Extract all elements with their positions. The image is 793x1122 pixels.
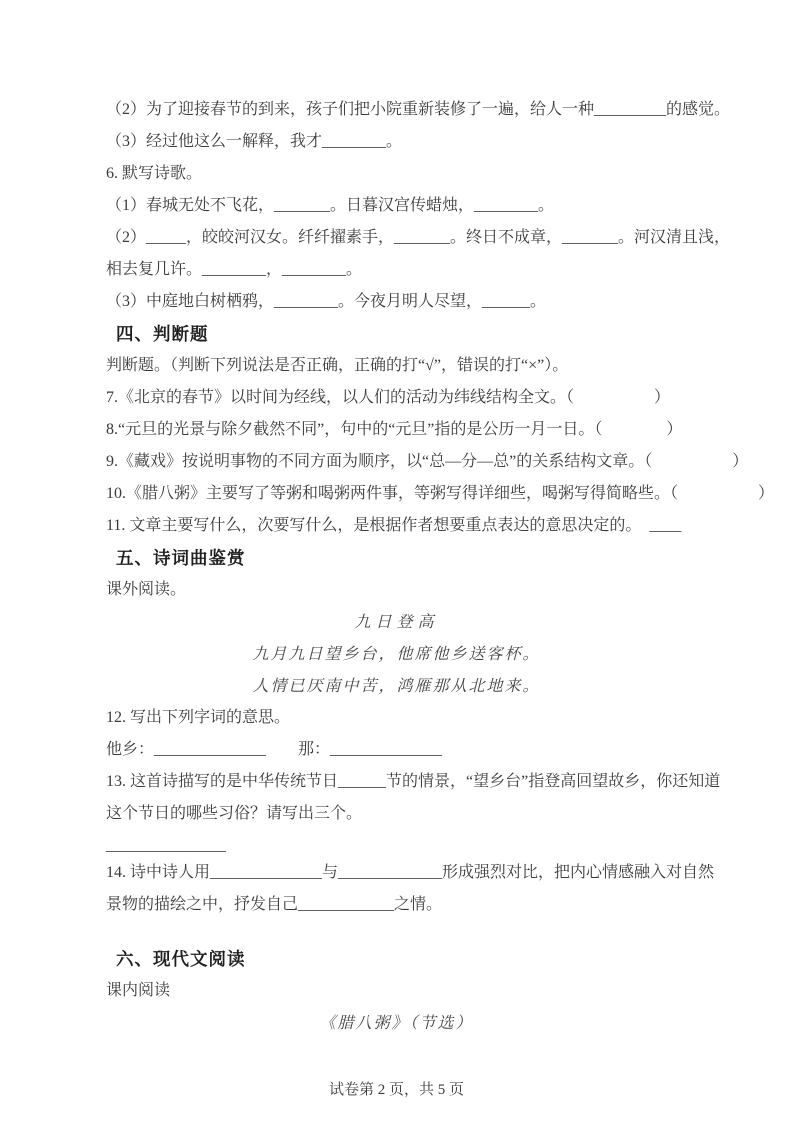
exam-content [106,94,775,1039]
poem-line-1: 九月九日望乡台，他席他乡送客杯。 [252,644,541,663]
question-14-line-2: 景物的描绘之中，抒发自己____________之情。 [106,896,443,913]
q6-item-1: （1）春城无处不飞花，_______。日暮汉宫传蜡烛，________。 [106,197,555,214]
page-footer: 试卷第 2 页，共 5 页 [328,1082,464,1098]
question-11: 11. 文章主要写什么，次要写什么，是根据作者想要重点表达的意思决定的。 ____ [106,517,682,534]
passage-title: 《腊八粥》（节选） [319,1013,474,1032]
q5-item-3: （3）经过他这么一解释，我才________。 [106,133,403,150]
q6-item-3: （3）中庭地白树栖鸦，________。今夜月明人尽望，______。 [106,293,547,310]
question-7: 7.《北京的春节》以时间为经线，以人们的活动为纬线结构全文。（ ） [106,389,671,406]
section-4-title: 四、判断题 [116,324,209,344]
q6-item-2-line-1: （2）_____，皎皎河汉女。纤纤擢素手，_______。终日不成章，_______。河汉清且浅， [106,229,731,246]
question-13-line-1: 13. 这首诗描写的是中华传统节日______节的情景，“望乡台”指登高回望故乡，你还知道 [106,773,721,790]
question-12: 12. 写出下列字词的意思。 [106,709,291,726]
q6-stem: 6. 默写诗歌。 [106,165,203,182]
question-13-line-2: 这个节日的哪些习俗？请写出三个。 [106,805,363,822]
question-9: 9.《藏戏》按说明事物的不同方面为顺序，以“总—分—总”的关系结构文章。（ ） [106,453,749,470]
judgement-intro: 判断题。（判断下列说法是否正确，正确的打“√”，错误的打“×”）。 [106,357,569,374]
question-8: 8.“元旦的光景与除夕截然不同”，句中的“元旦”指的是公历一月一日。（ ） [106,421,683,438]
q5-item-2: （2）为了迎接春节的到来，孩子们把小院重新装修了一遍，给人一种_________的感觉。 [106,101,731,118]
modern-reading-intro: 课内阅读 [106,982,171,999]
poem-line-2: 人情已厌南中苦，鸿雁那从北地来。 [252,676,541,695]
poetry-intro: 课外阅读。 [106,581,187,598]
section-6-title: 六、现代文阅读 [116,949,246,969]
question-10: 10.《腊八粥》主要写了等粥和喝粥两件事，等粥写得详细些，喝粥写得简略些。（ ） [106,485,775,502]
question-12-blanks: 他乡：______________ 那：______________ [106,741,443,758]
question-14-line-1: 14. 诗中诗人用______________与_____________形成强烈对比，把内心情感融入对自然 [106,864,715,881]
poem-title: 九日登高 [354,612,439,631]
question-13-answer-blank: _______________ [106,837,226,854]
q6-item-2-line-2: 相去复几许。________，________。 [106,261,363,278]
section-5-title: 五、诗词曲鉴赏 [116,548,246,568]
